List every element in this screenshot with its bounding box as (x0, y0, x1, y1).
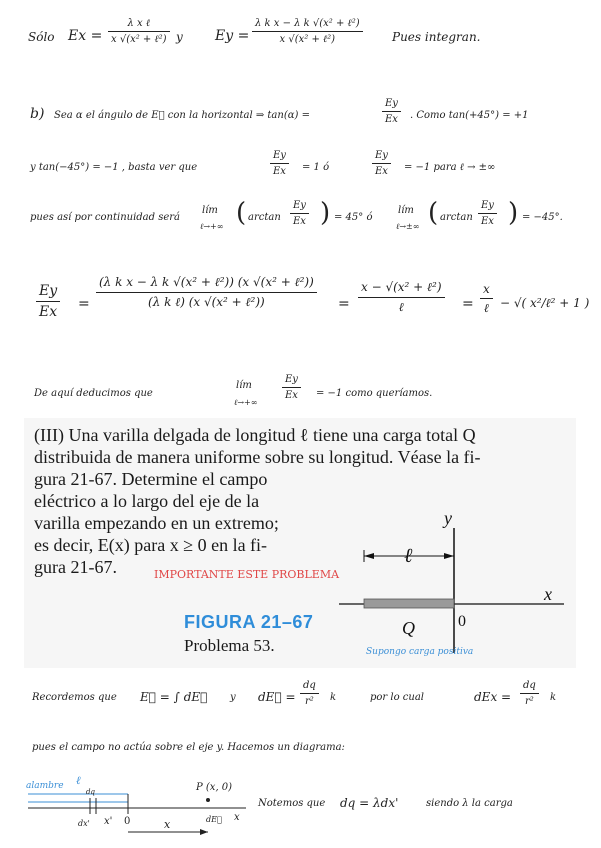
line3-tail: = −1 para ℓ → ±∞ (404, 162, 496, 173)
part-b-label: b) (30, 106, 45, 122)
arctan1: arctan (248, 212, 281, 223)
b-mid: por lo cual (370, 692, 424, 703)
line6-frac: Ey Ex (282, 374, 301, 401)
charge-label: Q (402, 618, 415, 638)
line4-text: pues así por continuidad será (30, 212, 181, 223)
ratio-lhs: Ey Ex (36, 283, 60, 320)
y-axis-label: y (444, 508, 452, 528)
b-k: k (330, 692, 337, 703)
arctan1-frac: Ey Ex (290, 200, 309, 227)
xprime-label: x' (104, 816, 113, 827)
ex-lhs: Ex = (68, 28, 103, 44)
big-fraction: (λ k x − λ k √(x² + ℓ²)) (x √(x² + ℓ²)) (λ k ℓ) (x √(x² + ℓ²)) (96, 275, 317, 310)
diagram-x-axis-label: x (234, 812, 240, 823)
de-label: dE⃗ (206, 815, 222, 824)
problem-line-4: eléctrico a lo largo del eje de la (34, 491, 260, 511)
problem-line-7: gura 21-67. (34, 557, 117, 577)
line3-frac2: Ey Ex (372, 150, 391, 177)
lim3: lím (236, 380, 252, 391)
b-dq-eq: dq = λdx' (340, 796, 399, 810)
problem-line-1: (III) Una varilla delgada de longitud ℓ tiene una carga total Q (34, 425, 476, 445)
x-axis-label: x (544, 584, 552, 604)
b-e-integral: E⃗ = ∫ dE⃗ (140, 690, 208, 704)
b-dex-frac: dq r² (520, 680, 539, 707)
important-annotation: IMPORTANTE ESTE PROBLEMA (154, 568, 340, 581)
lim1: lím (202, 205, 218, 216)
blue-note: Supongo carga positiva (366, 647, 474, 657)
b-diagram-tail: Notemos que (258, 798, 326, 809)
sqrt-term: − √( x²/ℓ² + 1 ) (500, 296, 590, 310)
origin-label: 0 (458, 613, 466, 630)
line4-tail: = −45°. (522, 212, 563, 223)
charged-rod (364, 599, 454, 608)
arrow-right-head (444, 553, 454, 559)
note-lead: Sólo (28, 30, 55, 44)
ey-lhs: Ey = (215, 28, 250, 44)
line6-text: De aquí deducimos que (34, 388, 153, 399)
figure-caption: FIGURA 21–67 (184, 612, 314, 632)
b-k2: k (550, 692, 557, 703)
arctan2-frac: Ey Ex (478, 200, 497, 227)
point-p (206, 798, 210, 802)
textbook-problem (24, 418, 576, 668)
figure-subcaption: Problema 53. (184, 636, 275, 655)
lim3-sub: ℓ→+∞ (234, 398, 258, 407)
diagram-zero: 0 (124, 816, 131, 827)
b-de: dE⃗ = (258, 690, 296, 704)
dq-label: dq (86, 788, 95, 796)
wire-label: alambre (26, 781, 64, 791)
ratio-x-over-l: x ℓ (480, 282, 493, 316)
b-dex: dEx = (474, 690, 512, 704)
arrow-left-head (364, 553, 374, 559)
ey-fraction: λ k x − λ k √(x² + ℓ²) x √(x² + ℓ²) (252, 18, 363, 45)
b-eq-tail: siendo λ la carga (426, 798, 513, 809)
ex-fraction: λ x ℓ x √(x² + ℓ²) (108, 18, 170, 45)
arctan2: arctan (440, 212, 473, 223)
lim2: lím (398, 205, 414, 216)
note-tail: Pues integran. (392, 30, 481, 44)
problem-line-6: es decir, E(x) para x ≥ 0 en la fi- (34, 535, 268, 555)
problem-line-5: varilla empezando en un extremo; (34, 513, 279, 533)
rod-figure (334, 508, 574, 658)
tan-fraction: Ey Ex (382, 98, 401, 125)
line3-frac1: Ey Ex (270, 150, 289, 177)
length-label: ℓ (404, 545, 413, 567)
line6-tail: = −1 como queríamos. (316, 388, 433, 399)
line3-mid: = 1 ó (302, 162, 330, 173)
problem-line-3: gura 21-67. Determine el campo (34, 469, 268, 489)
problem-line-2: distribuida de manera uniforme sobre su longitud. Véase la fi- (34, 447, 481, 467)
conj-y: y (176, 30, 183, 44)
distance-x-label: x (164, 818, 171, 831)
b-de-frac: dq r² (300, 680, 319, 707)
lim1-sub: ℓ→+∞ (200, 222, 224, 231)
line4-mid: = 45° ó (334, 212, 373, 223)
b-line1-text: Recordemos que (32, 692, 117, 703)
eq-sign-2: = (338, 296, 350, 312)
diagram-ell: ℓ (76, 774, 81, 787)
b-line2-text: pues el campo no actúa sobre el eje y. Hacemos un diagrama: (32, 742, 345, 753)
integration-diagram (24, 770, 254, 842)
ratio-simplified: x − √(x² + ℓ²) ℓ (358, 280, 445, 315)
eq-sign-3: = (462, 296, 474, 312)
line2-tail: . Como tan(+45°) = +1 (410, 110, 529, 121)
paren-open-2: ( (428, 198, 439, 228)
paren-close-2: ) (508, 198, 519, 228)
line2-text: Sea α el ángulo de E⃗ con la horizontal ⇒ tan(α) = (54, 110, 310, 121)
eq-sign-1: = (78, 296, 90, 312)
b-conj: y (230, 692, 236, 703)
line3-text: y tan(−45°) = −1 , basta ver que (30, 162, 198, 173)
point-p-label: P (x, 0) (196, 782, 233, 793)
dx-label: dx' (78, 819, 90, 828)
lim2-sub: ℓ→±∞ (396, 222, 420, 231)
paren-open-1: ( (236, 198, 247, 228)
paren-close-1: ) (320, 198, 331, 228)
